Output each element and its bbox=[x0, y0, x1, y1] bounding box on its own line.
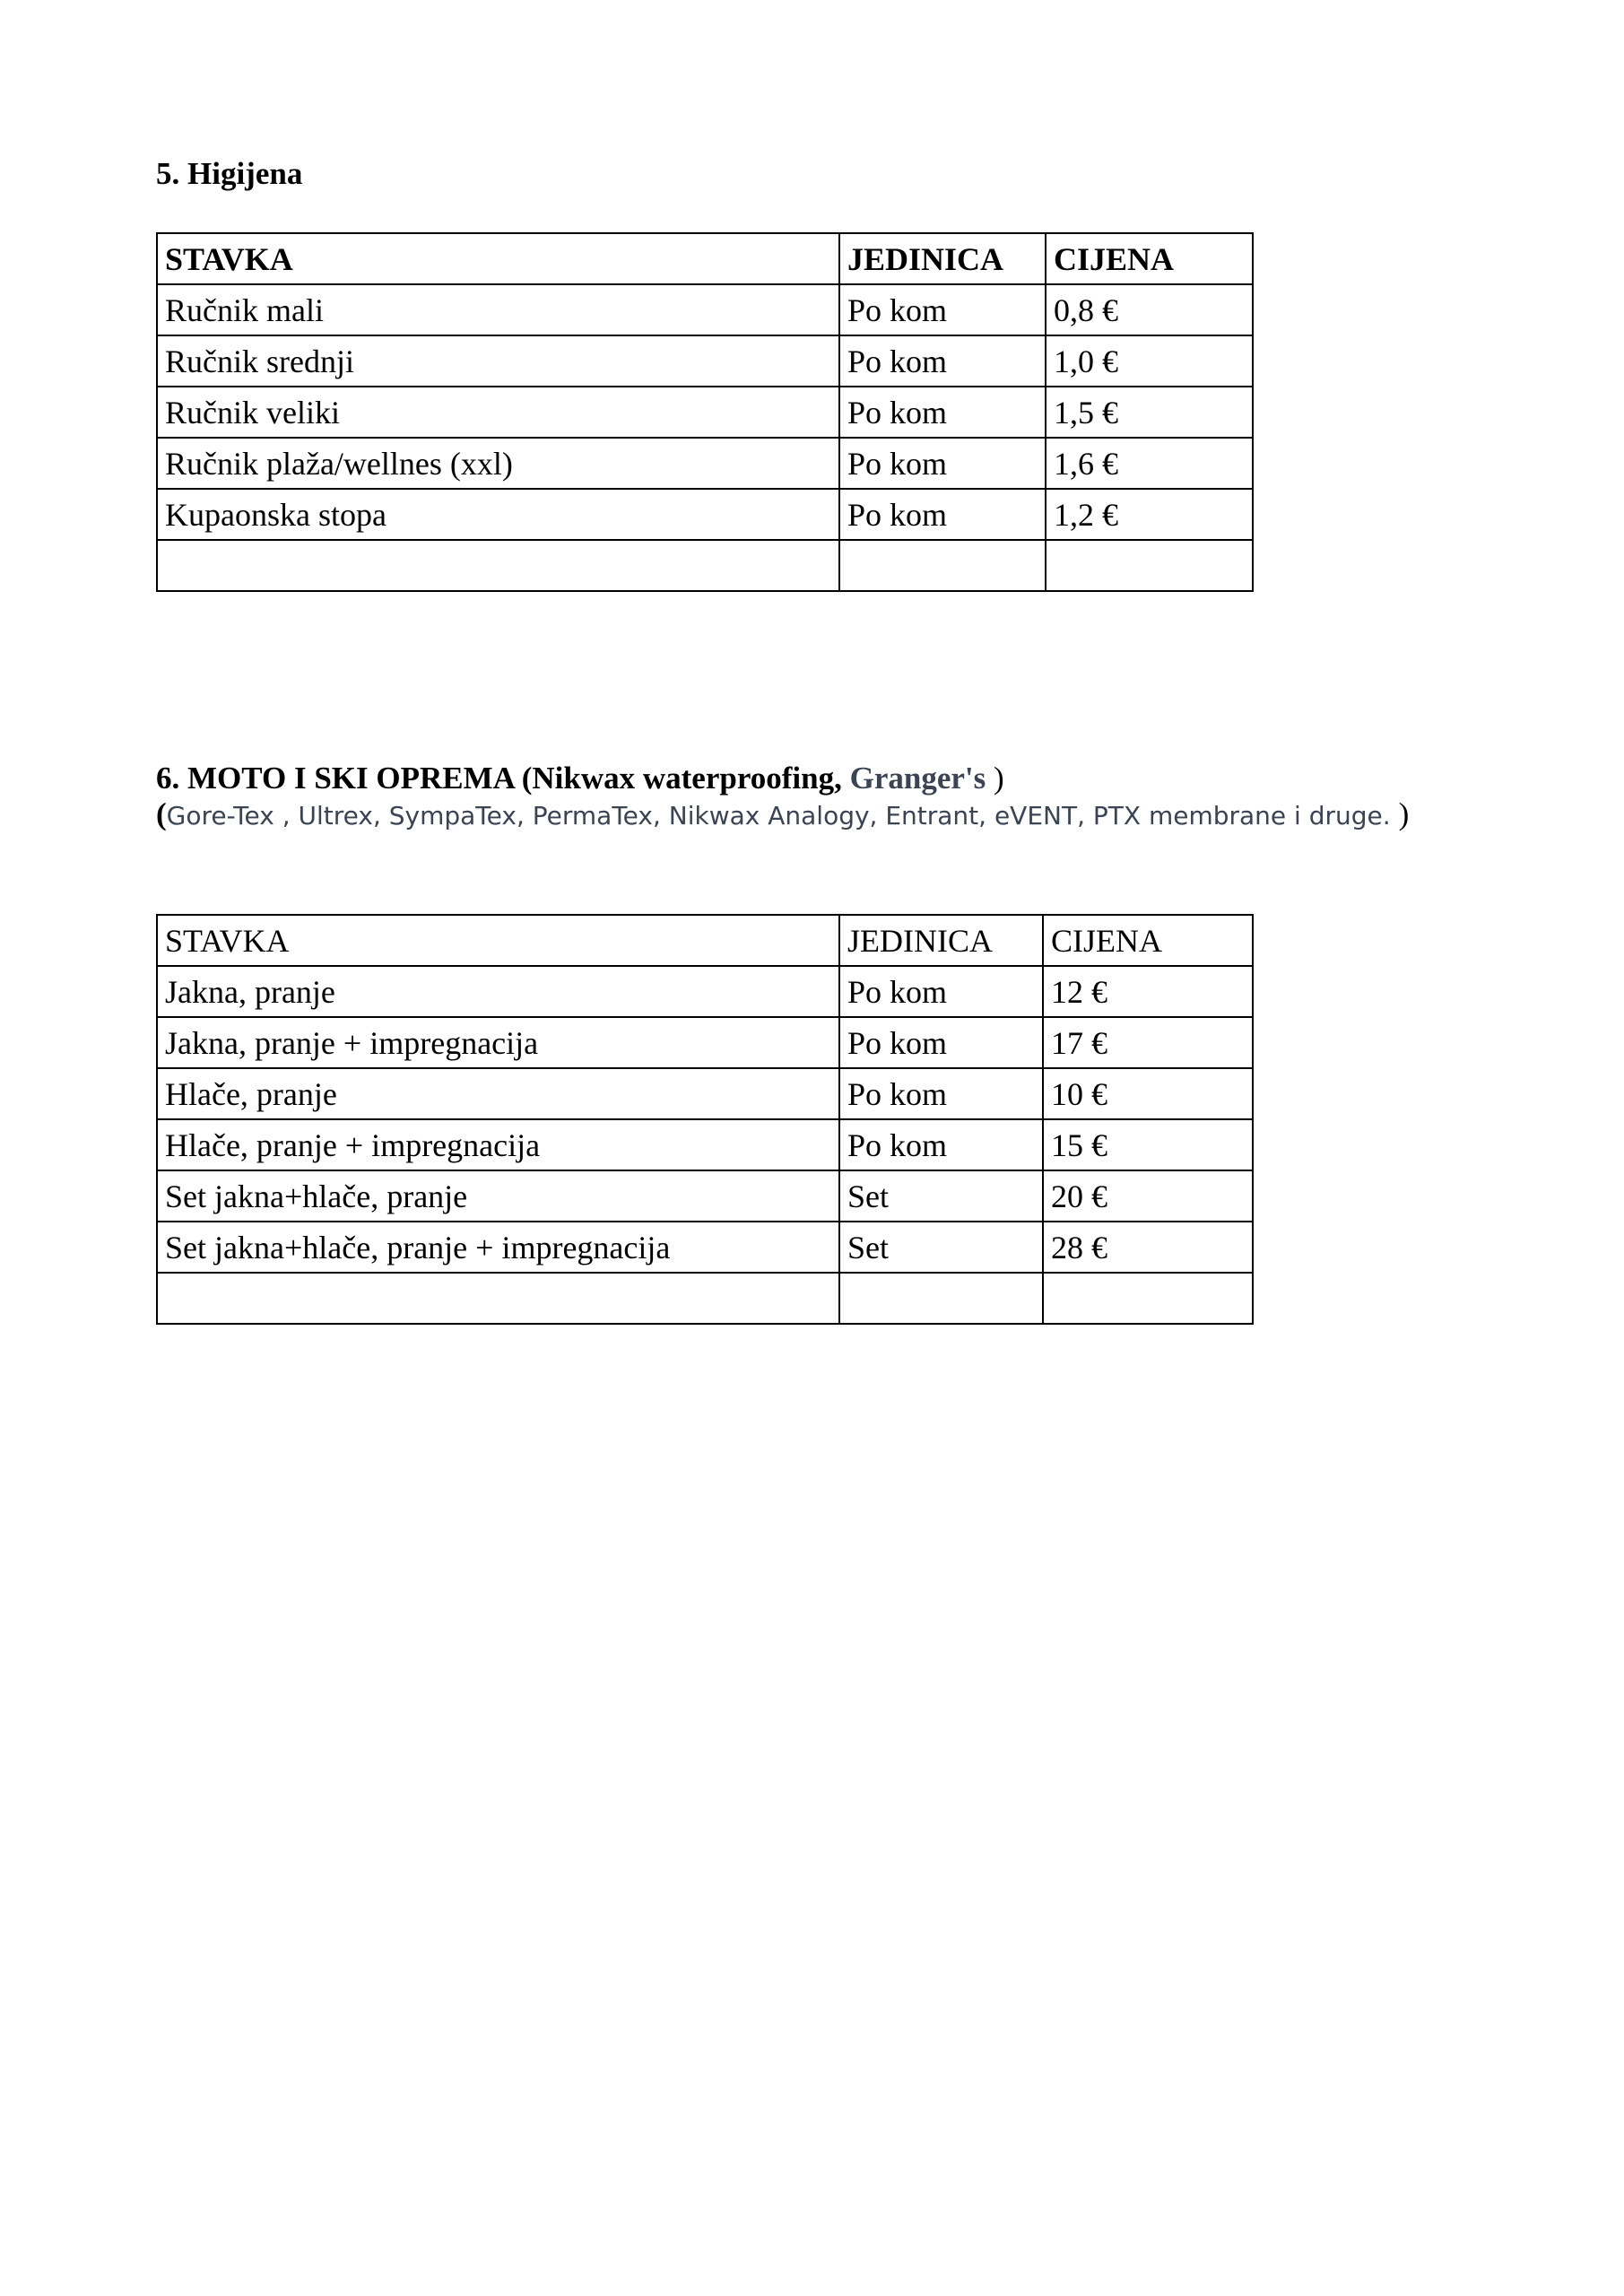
table-row bbox=[157, 1170, 1253, 1222]
header-jedinica: JEDINICA bbox=[839, 233, 1046, 284]
table-row-empty bbox=[157, 1273, 1253, 1324]
item-cell: Ručnik srednji bbox=[157, 335, 839, 387]
moto-ski-price-table bbox=[156, 914, 1254, 1325]
hygiene-price-table bbox=[156, 232, 1254, 592]
section-5-title: 5. Higijena bbox=[156, 156, 303, 191]
table-row bbox=[157, 489, 1253, 540]
table-row bbox=[157, 1017, 1253, 1068]
header-cijena: CIJENA bbox=[1046, 233, 1253, 284]
item-cell bbox=[157, 540, 839, 591]
item-cell: Kupaonska stopa bbox=[157, 489, 839, 540]
price-cell: 10 € bbox=[1043, 1068, 1253, 1119]
section-6-title-main: 6. MOTO I SKI OPREMA (Nikwax waterproofing, bbox=[156, 761, 850, 796]
unit-cell: Set bbox=[839, 1170, 1043, 1222]
item-cell: Hlače, pranje + impregnacija bbox=[157, 1119, 839, 1170]
price-cell: 1,5 € bbox=[1046, 387, 1253, 438]
item-cell: Hlače, pranje bbox=[157, 1068, 839, 1119]
table-row bbox=[157, 1222, 1253, 1273]
table-row bbox=[157, 387, 1253, 438]
table-row bbox=[157, 1119, 1253, 1170]
table-row bbox=[157, 966, 1253, 1017]
price-cell bbox=[1046, 540, 1253, 591]
price-cell: 1,0 € bbox=[1046, 335, 1253, 387]
section-6-title-end: ) bbox=[986, 761, 1004, 796]
unit-cell: Po kom bbox=[839, 335, 1046, 387]
item-cell: Jakna, pranje bbox=[157, 966, 839, 1017]
unit-cell bbox=[839, 540, 1046, 591]
unit-cell: Po kom bbox=[839, 966, 1043, 1017]
unit-cell: Po kom bbox=[839, 489, 1046, 540]
header-stavka: STAVKA bbox=[157, 915, 839, 966]
membrane-list-text: Gore-Tex , Ultrex, SympaTex, PermaTex, Nikwax Analogy, Entrant, eVENT, PTX membrane i druge. bbox=[166, 801, 1399, 831]
price-cell: 12 € bbox=[1043, 966, 1253, 1017]
unit-cell: Po kom bbox=[839, 284, 1046, 335]
price-cell: 20 € bbox=[1043, 1170, 1253, 1222]
unit-cell: Po kom bbox=[839, 438, 1046, 489]
unit-cell: Po kom bbox=[839, 1017, 1043, 1068]
item-cell: Jakna, pranje + impregnacija bbox=[157, 1017, 839, 1068]
table-header-row bbox=[157, 915, 1253, 966]
item-cell: Ručnik mali bbox=[157, 284, 839, 335]
header-jedinica: JEDINICA bbox=[839, 915, 1043, 966]
item-cell bbox=[157, 1273, 839, 1324]
unit-cell: Po kom bbox=[839, 387, 1046, 438]
section-6-title bbox=[156, 759, 1004, 798]
item-cell: Ručnik veliki bbox=[157, 387, 839, 438]
table-row-empty bbox=[157, 540, 1253, 591]
item-cell: Set jakna+hlače, pranje + impregnacija bbox=[157, 1222, 839, 1273]
membrane-list bbox=[156, 796, 1409, 834]
price-cell: 17 € bbox=[1043, 1017, 1253, 1068]
item-cell: Set jakna+hlače, pranje bbox=[157, 1170, 839, 1222]
price-cell: 0,8 € bbox=[1046, 284, 1253, 335]
price-cell: 15 € bbox=[1043, 1119, 1253, 1170]
unit-cell: Po kom bbox=[839, 1068, 1043, 1119]
header-stavka: STAVKA bbox=[157, 233, 839, 284]
unit-cell: Set bbox=[839, 1222, 1043, 1273]
table-row bbox=[157, 335, 1253, 387]
price-cell: 28 € bbox=[1043, 1222, 1253, 1273]
table-row bbox=[157, 1068, 1253, 1119]
table-header-row bbox=[157, 233, 1253, 284]
price-cell: 1,6 € bbox=[1046, 438, 1253, 489]
table-row bbox=[157, 284, 1253, 335]
table-row bbox=[157, 438, 1253, 489]
section-6-title-brand: Granger's bbox=[849, 761, 986, 796]
price-cell bbox=[1043, 1273, 1253, 1324]
header-cijena: CIJENA bbox=[1043, 915, 1253, 966]
membrane-list-open: ( bbox=[156, 796, 167, 831]
price-cell: 1,2 € bbox=[1046, 489, 1253, 540]
unit-cell bbox=[839, 1273, 1043, 1324]
item-cell: Ručnik plaža/wellnes (xxl) bbox=[157, 438, 839, 489]
membrane-list-close: ) bbox=[1398, 796, 1410, 831]
unit-cell: Po kom bbox=[839, 1119, 1043, 1170]
